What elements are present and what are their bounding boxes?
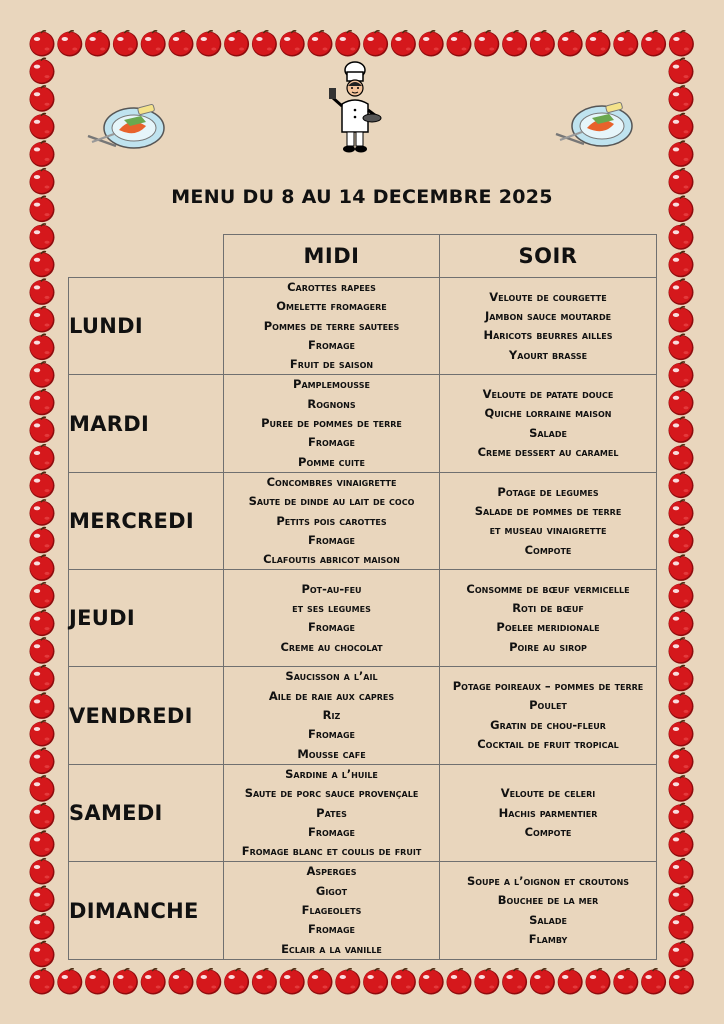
apple-icon bbox=[502, 31, 527, 57]
midi-cell bbox=[224, 764, 440, 861]
plate-icon bbox=[554, 96, 636, 152]
day-row bbox=[69, 667, 657, 764]
apple-icon bbox=[30, 666, 55, 692]
apple-icon bbox=[30, 804, 55, 830]
apple-icon bbox=[669, 445, 694, 471]
dish: Gratin de chou-fleur bbox=[490, 717, 606, 732]
apple-icon bbox=[196, 31, 221, 57]
dish: Clafoutis abricot maison bbox=[263, 552, 400, 567]
day-name: MARDI bbox=[69, 375, 224, 472]
apple-icon bbox=[669, 31, 694, 57]
dish: Soupe a l’oignon et croutons bbox=[466, 874, 630, 889]
apple-icon bbox=[669, 721, 694, 747]
apple-icon bbox=[669, 362, 694, 388]
dish: Roti de bœuf bbox=[512, 601, 584, 616]
soir-cell bbox=[440, 278, 657, 375]
apple-icon bbox=[669, 942, 694, 968]
apple-icon bbox=[669, 279, 694, 305]
day-row bbox=[69, 375, 657, 472]
dish: Yaourt brasse bbox=[508, 347, 588, 362]
apple-icon bbox=[669, 500, 694, 526]
apple-icon bbox=[30, 721, 55, 747]
apple-icon bbox=[30, 445, 55, 471]
dish: Rognons bbox=[307, 396, 356, 411]
apple-icon bbox=[502, 969, 527, 995]
apple-icon bbox=[30, 472, 55, 498]
dish: Pomme cuite bbox=[298, 454, 365, 469]
apple-icon bbox=[30, 776, 55, 802]
dish: Asperges bbox=[306, 864, 357, 879]
apple-icon bbox=[669, 638, 694, 664]
apple-icon bbox=[57, 31, 82, 57]
dish: Pot-au-feu bbox=[301, 581, 362, 596]
dish: Mousse cafe bbox=[297, 746, 366, 761]
apple-icon bbox=[530, 31, 555, 57]
apple-icon bbox=[85, 969, 110, 995]
dish: Creme au chocolat bbox=[280, 639, 383, 654]
apple-icon bbox=[224, 969, 249, 995]
soir-cell bbox=[440, 375, 657, 472]
dish: Potage de legumes bbox=[497, 484, 599, 499]
dish: Fromage bbox=[307, 337, 355, 352]
apple-icon bbox=[30, 390, 55, 416]
day-name: LUNDI bbox=[69, 278, 224, 375]
apple-icon bbox=[669, 114, 694, 140]
apple-icon bbox=[30, 58, 55, 84]
apple-icon bbox=[669, 886, 694, 912]
dish: Eclair a la vanille bbox=[281, 941, 382, 956]
apple-icon bbox=[224, 31, 249, 57]
midi-cell bbox=[224, 570, 440, 667]
apple-icon bbox=[30, 362, 55, 388]
day-name: JEUDI bbox=[69, 570, 224, 667]
apple-icon bbox=[669, 528, 694, 554]
apple-icon bbox=[474, 969, 499, 995]
day-row bbox=[69, 472, 657, 569]
apple-icon bbox=[669, 58, 694, 84]
dish: Salade bbox=[529, 425, 567, 440]
apple-icon bbox=[30, 307, 55, 333]
dish: Concombres vinaigrette bbox=[266, 474, 397, 489]
apple-icon bbox=[419, 969, 444, 995]
apple-icon bbox=[30, 831, 55, 857]
apple-icon bbox=[447, 31, 472, 57]
dish: Fromage bbox=[307, 922, 355, 937]
dish: Saute de porc sauce provençale bbox=[244, 786, 419, 801]
apple-icon bbox=[419, 31, 444, 57]
apple-icon bbox=[30, 86, 55, 112]
dish: et museau vinaigrette bbox=[489, 523, 607, 538]
apple-icon bbox=[586, 31, 611, 57]
chef-icon bbox=[328, 60, 382, 156]
apple-icon bbox=[669, 610, 694, 636]
apple-icon bbox=[447, 969, 472, 995]
apple-icon bbox=[669, 141, 694, 167]
day-row bbox=[69, 278, 657, 375]
apple-icon bbox=[669, 252, 694, 278]
apple-icon bbox=[558, 31, 583, 57]
dish: Consomme de bœuf vermicelle bbox=[466, 581, 630, 596]
apple-icon bbox=[558, 969, 583, 995]
apple-icon bbox=[641, 31, 666, 57]
day-row bbox=[69, 862, 657, 959]
soir-cell bbox=[440, 667, 657, 764]
midi-cell bbox=[224, 472, 440, 569]
dish: Compote bbox=[524, 824, 572, 839]
apple-icon bbox=[669, 804, 694, 830]
apple-icon bbox=[30, 279, 55, 305]
dish: Petits pois carottes bbox=[276, 513, 387, 528]
apple-icon bbox=[335, 31, 360, 57]
apple-icon bbox=[669, 831, 694, 857]
dish: et ses legumes bbox=[292, 601, 371, 616]
day-name: DIMANCHE bbox=[69, 862, 224, 959]
apple-icon bbox=[669, 914, 694, 940]
apple-icon bbox=[30, 252, 55, 278]
dish: Aile de raie aux capres bbox=[268, 688, 395, 703]
dish: Riz bbox=[322, 708, 341, 723]
dish: Salade bbox=[529, 912, 567, 927]
apple-icon bbox=[391, 31, 416, 57]
apple-icon bbox=[669, 693, 694, 719]
apple-icon bbox=[252, 969, 277, 995]
menu-body bbox=[69, 278, 657, 960]
apple-icon bbox=[669, 417, 694, 443]
apple-icon bbox=[613, 969, 638, 995]
day-name: MERCREDI bbox=[69, 472, 224, 569]
apple-icon bbox=[85, 31, 110, 57]
day-name: SAMEDI bbox=[69, 764, 224, 861]
dish: Creme dessert au caramel bbox=[477, 445, 619, 460]
apple-icon bbox=[30, 886, 55, 912]
dish: Flamby bbox=[528, 931, 568, 946]
day-row bbox=[69, 764, 657, 861]
apple-icon bbox=[30, 638, 55, 664]
apple-icon bbox=[30, 583, 55, 609]
dish: Fruit de saison bbox=[289, 357, 374, 372]
dish: Puree de pommes de terre bbox=[261, 416, 402, 431]
apple-icon bbox=[30, 610, 55, 636]
apple-icon bbox=[530, 969, 555, 995]
soir-cell bbox=[440, 472, 657, 569]
apple-icon bbox=[669, 334, 694, 360]
dish: Saucisson a l’ail bbox=[285, 669, 378, 684]
apple-icon bbox=[196, 969, 221, 995]
dish: Bouchee de la mer bbox=[497, 893, 599, 908]
dish: Veloute de celeri bbox=[500, 786, 596, 801]
midi-cell bbox=[224, 375, 440, 472]
apple-icon bbox=[669, 390, 694, 416]
day-name: VENDREDI bbox=[69, 667, 224, 764]
dish: Veloute de courgette bbox=[489, 289, 607, 304]
apple-icon bbox=[30, 859, 55, 885]
apple-icon bbox=[280, 969, 305, 995]
apple-icon bbox=[169, 31, 194, 57]
dish: Pommes de terre sautees bbox=[263, 318, 400, 333]
column-header-midi: MIDI bbox=[224, 235, 440, 278]
apple-icon bbox=[113, 31, 138, 57]
dish: Flageolets bbox=[301, 903, 362, 918]
apple-icon bbox=[30, 334, 55, 360]
day-row bbox=[69, 570, 657, 667]
apple-icon bbox=[474, 31, 499, 57]
apple-icon bbox=[30, 224, 55, 250]
apple-icon bbox=[30, 748, 55, 774]
apple-icon bbox=[669, 583, 694, 609]
apple-icon bbox=[669, 969, 694, 995]
dish: Veloute de patate douce bbox=[482, 387, 614, 402]
dish: Carottes rapees bbox=[287, 280, 376, 294]
apple-icon bbox=[641, 969, 666, 995]
dish: Poelee meridionale bbox=[496, 620, 600, 635]
apple-icon bbox=[669, 666, 694, 692]
dish: Jambon sauce moutarde bbox=[484, 308, 612, 323]
dish: Poire au sirop bbox=[509, 639, 587, 654]
apple-icon bbox=[669, 472, 694, 498]
dish: Saute de dinde au lait de coco bbox=[248, 494, 415, 509]
apple-icon bbox=[308, 969, 333, 995]
apple-icon bbox=[363, 969, 388, 995]
dish: Potage poireaux – pommes de terre bbox=[452, 679, 644, 694]
apple-icon bbox=[669, 224, 694, 250]
dish: Compote bbox=[524, 542, 572, 557]
dish: Gigot bbox=[315, 883, 348, 898]
dish: Fromage bbox=[307, 532, 355, 547]
dish: Pamplemousse bbox=[293, 377, 370, 392]
apple-icon bbox=[30, 141, 55, 167]
column-header-soir: SOIR bbox=[440, 235, 657, 278]
apple-icon bbox=[30, 969, 55, 995]
dish: Salade de pommes de terre bbox=[474, 503, 622, 518]
dish: Cocktail de fruit tropical bbox=[477, 736, 619, 751]
apple-icon bbox=[30, 500, 55, 526]
dish: Pates bbox=[316, 805, 347, 820]
dish: Fromage bbox=[307, 435, 355, 450]
apple-icon bbox=[169, 969, 194, 995]
dish: Sardine a l’huile bbox=[285, 766, 378, 781]
midi-cell bbox=[224, 667, 440, 764]
corner-cell bbox=[69, 235, 224, 278]
apple-icon bbox=[30, 693, 55, 719]
apple-icon bbox=[669, 86, 694, 112]
plate-icon bbox=[86, 98, 168, 154]
dish: Fromage bbox=[307, 620, 355, 635]
apple-icon bbox=[30, 555, 55, 581]
apple-icon bbox=[30, 942, 55, 968]
dish: Fromage bbox=[307, 727, 355, 742]
dish: Quiche lorraine maison bbox=[484, 406, 612, 421]
menu-table bbox=[68, 234, 657, 960]
page-title: MENU DU 8 AU 14 DECEMBRE 2025 bbox=[171, 186, 553, 208]
soir-cell bbox=[440, 570, 657, 667]
dish: Omelette fromagere bbox=[276, 299, 387, 314]
apple-icon bbox=[586, 969, 611, 995]
soir-cell bbox=[440, 862, 657, 959]
midi-cell bbox=[224, 278, 440, 375]
apple-icon bbox=[669, 555, 694, 581]
apple-icon bbox=[30, 31, 55, 57]
apple-icon bbox=[669, 307, 694, 333]
dish: Hachis parmentier bbox=[498, 805, 598, 820]
dish: Poulet bbox=[529, 698, 567, 713]
apple-icon bbox=[57, 969, 82, 995]
apple-icon bbox=[335, 969, 360, 995]
apple-icon bbox=[30, 114, 55, 140]
apple-icon bbox=[308, 31, 333, 57]
apple-icon bbox=[141, 969, 166, 995]
apple-icon bbox=[30, 528, 55, 554]
midi-cell bbox=[224, 862, 440, 959]
apple-icon bbox=[141, 31, 166, 57]
apple-icon bbox=[613, 31, 638, 57]
apple-icon bbox=[669, 859, 694, 885]
apple-icon bbox=[669, 776, 694, 802]
apple-icon bbox=[280, 31, 305, 57]
apple-icon bbox=[30, 417, 55, 443]
apple-icon bbox=[113, 969, 138, 995]
soir-cell bbox=[440, 764, 657, 861]
dish: Fromage blanc et coulis de fruit bbox=[241, 844, 422, 859]
dish: Haricots beurres ailles bbox=[483, 328, 613, 343]
apple-icon bbox=[30, 914, 55, 940]
apple-icon bbox=[252, 31, 277, 57]
apple-icon bbox=[391, 969, 416, 995]
apple-icon bbox=[363, 31, 388, 57]
dish: Fromage bbox=[307, 824, 355, 839]
apple-icon bbox=[669, 748, 694, 774]
